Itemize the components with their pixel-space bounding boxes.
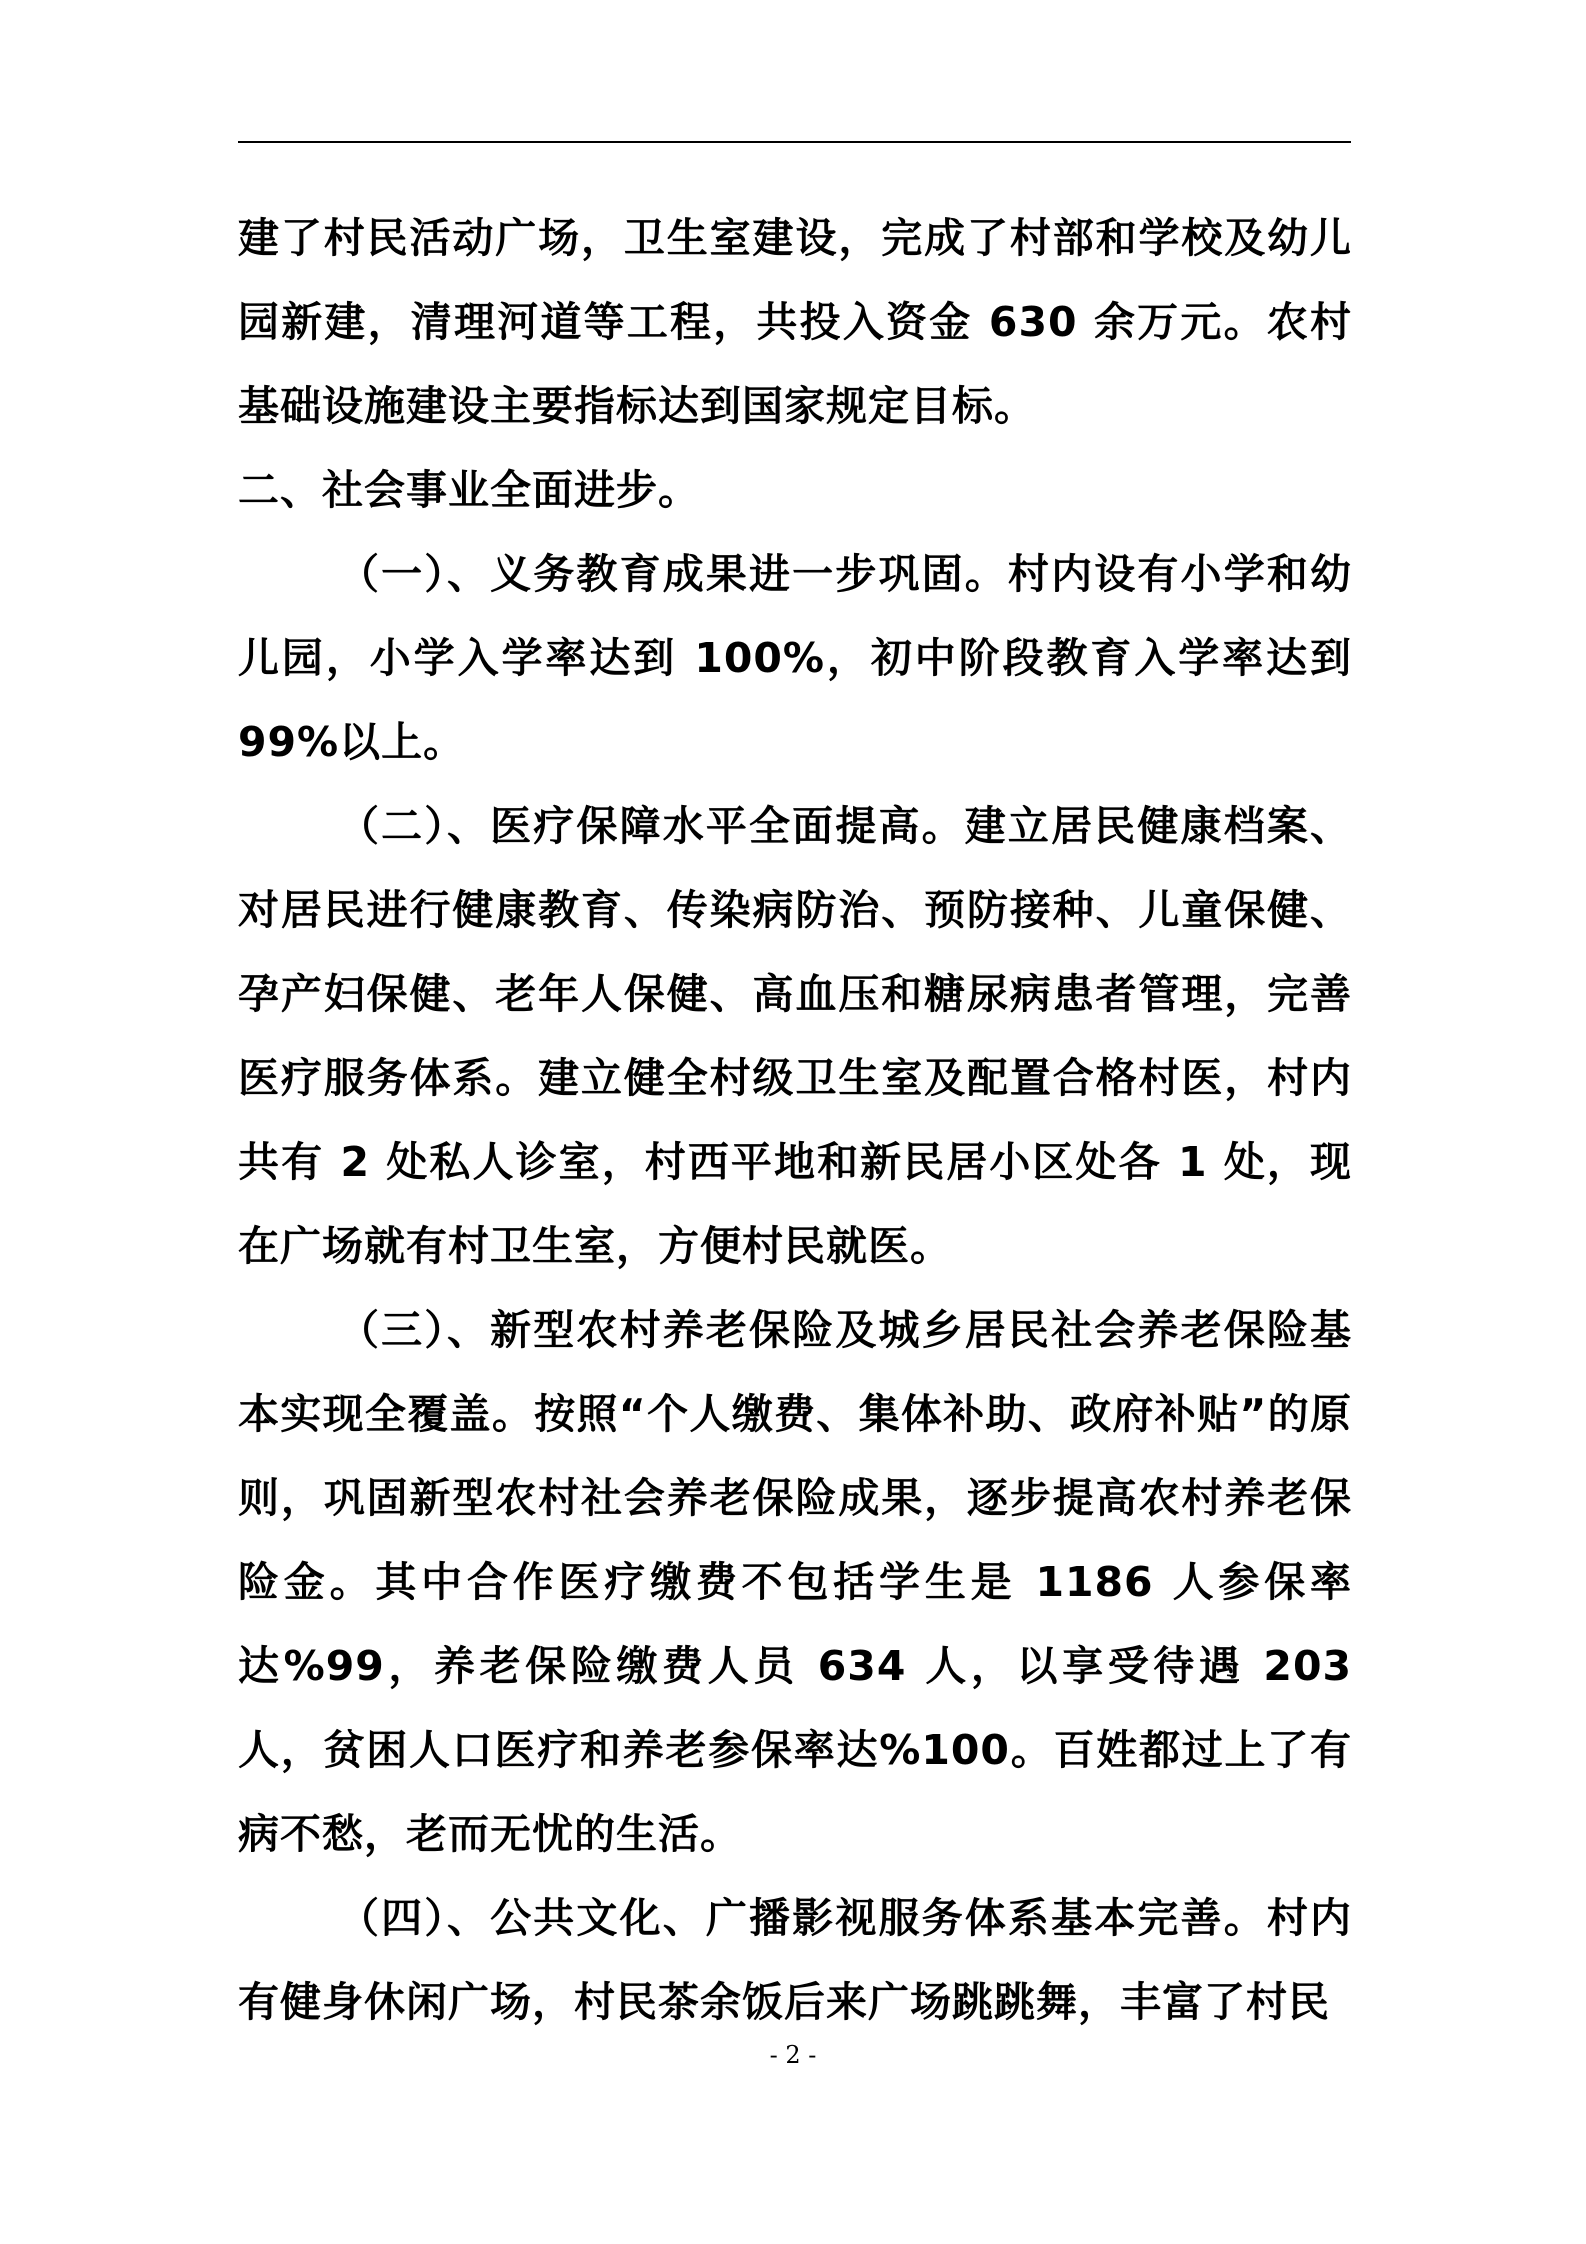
paragraph-education: （一）、义务教育成果进一步巩固。村内设有小学和幼儿园，小学入学率达到 100%，初中阶段教育入学率达到 99%以上。 xyxy=(238,550,1352,766)
page-number: - 2 - xyxy=(769,2041,817,2069)
document-body xyxy=(238,196,1352,2044)
paragraph-infrastructure-continued: 建了村民活动广场，卫生室建设，完成了村部和学校及幼儿园新建，清理河道等工程，共投入资金 630 余万元。农村基础设施建设主要指标达到国家规定目标。 xyxy=(238,214,1352,430)
paragraph-culture: （四）、公共文化、广播影视服务体系基本完善。村内有健身休闲广场，村民茶余饭后来广场跳跳舞，丰富了村民 xyxy=(238,1894,1352,2026)
section-heading-social-progress: 二、社会事业全面进步。 xyxy=(238,466,700,514)
header-rule xyxy=(238,141,1351,143)
paragraph-medical: （二）、医疗保障水平全面提高。建立居民健康档案、对居民进行健康教育、传染病防治、预防接种、儿童保健、孕产妇保健、老年人保健、高血压和糖尿病患者管理，完善医疗服务体系。建立健全村级卫生室及配置合格村医，村内共有 2 处私人诊室，村西平地和新民居小区处各 1 处，现在广场就有村卫生室，方便村民就医。 xyxy=(238,802,1352,1270)
paragraph-pension: （三）、新型农村养老保险及城乡居民社会养老保险基本实现全覆盖。按照“个人缴费、集体补助、政府补贴”的原则，巩固新型农村社会养老保险成果，逐步提高农村养老保险金。其中合作医疗缴费不包括学生是 1186 人参保率达%99，养老保险缴费人员 634 人，以享受待遇 203 人，贫困人口医疗和养老参保率达%100。百姓都过上了有病不愁，老而无忧的生活。 xyxy=(238,1306,1352,1858)
